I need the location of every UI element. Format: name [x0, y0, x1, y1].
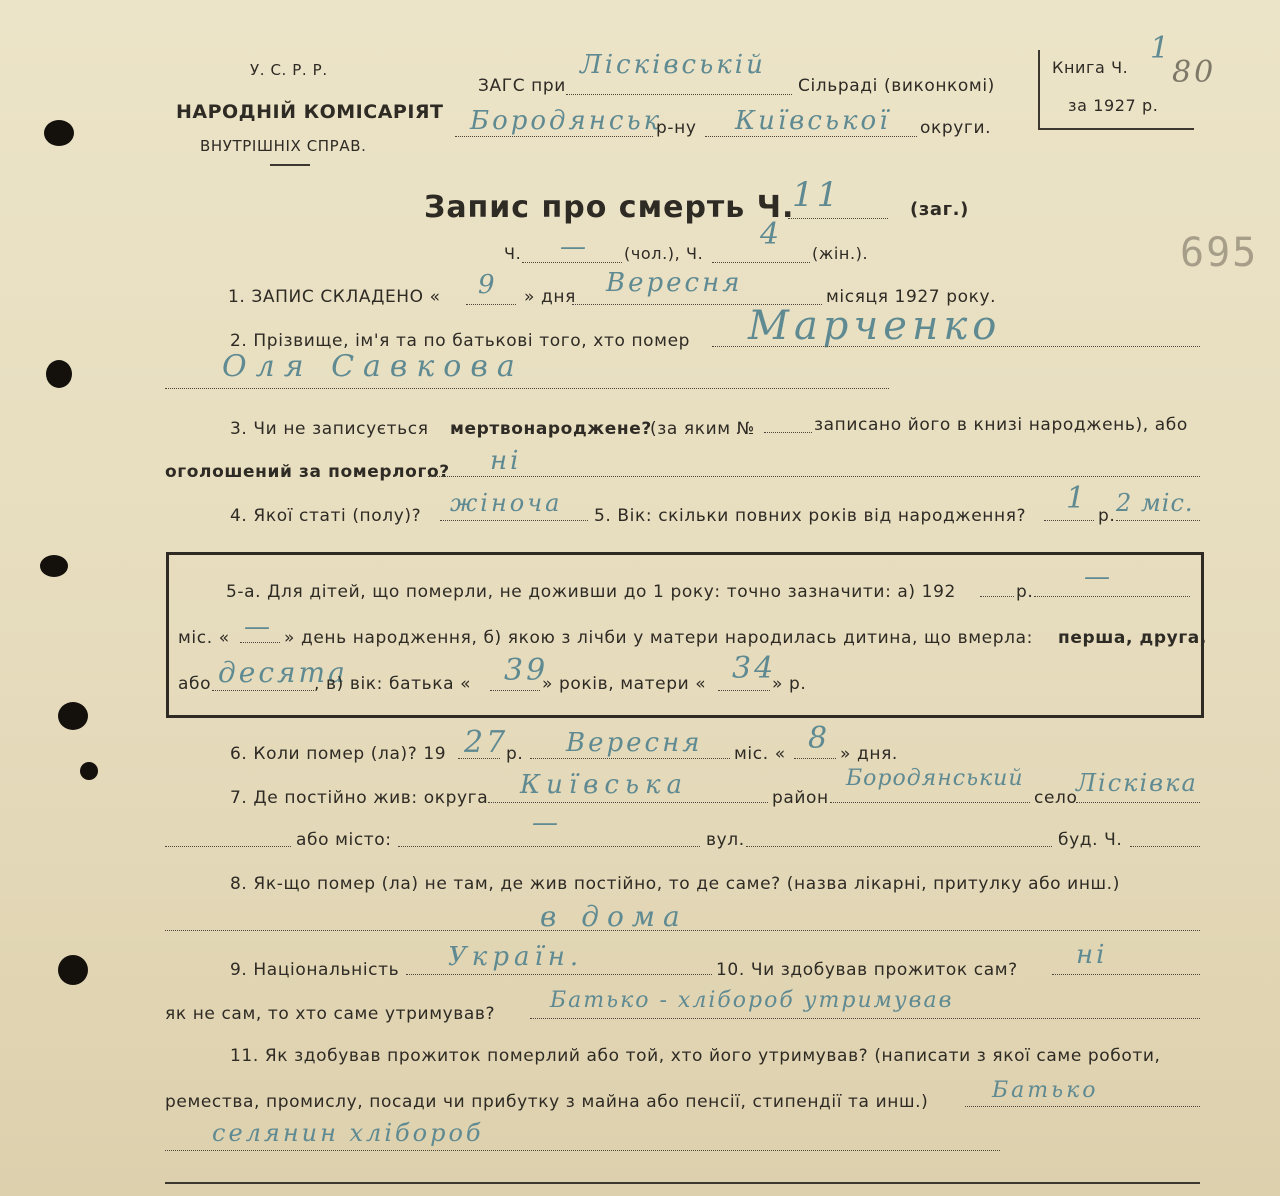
- q7-village: село: [1034, 788, 1078, 808]
- field-line: [712, 262, 810, 263]
- rayon-suffix: р-ну: [656, 118, 697, 138]
- q2-label: 2. Прізвище, ім'я та по батькові того, хто помер: [230, 331, 691, 351]
- q5a-years-end: » р.: [772, 674, 807, 694]
- q7-label: 7. Де постійно жив: округа: [230, 788, 489, 808]
- commissariat-title: НАРОДНІЙ КОМІСАРІЯТ: [176, 101, 444, 123]
- okruha-suffix: округи.: [920, 118, 992, 138]
- book-box-left: [1038, 50, 1040, 130]
- department-title: ВНУТРІШНІХ СПРАВ.: [200, 137, 367, 155]
- village-lived-handwritten: Лісківка: [1076, 769, 1198, 797]
- q10-label: 10. Чи здобував прожиток сам?: [716, 960, 1018, 980]
- header-rule: [270, 164, 310, 166]
- death-month-handwritten: Вересня: [566, 728, 703, 758]
- field-line: [1044, 520, 1094, 521]
- field-line: [455, 136, 653, 137]
- zags-prefix: ЗАГС при: [478, 76, 566, 96]
- field-line: [488, 802, 768, 803]
- field-line: [398, 846, 700, 847]
- book-number-handwritten: 1: [1150, 31, 1173, 66]
- given-names-handwritten: Оля Савкова: [222, 349, 524, 384]
- day-recorded-handwritten: 9: [478, 270, 498, 300]
- book-number-alt-handwritten: 80: [1172, 55, 1217, 90]
- declared-dead-handwritten: ні: [490, 446, 522, 476]
- field-line: [165, 930, 1200, 931]
- field-line: [530, 1018, 1200, 1019]
- record-title-suffix: (заг.): [910, 199, 969, 220]
- rayon-lived-handwritten: Бородянський: [846, 766, 1024, 791]
- q5-years-unit: р.: [1098, 506, 1116, 526]
- q5a-line2: » день народження, б) якою з лічби у матери народилась дитина, що вмерла:: [284, 628, 1033, 648]
- punch-hole: [40, 555, 68, 577]
- q11-label: 11. Як здобував прожиток померлий або той, хто його утримував? (написати з якої саме роботи,: [230, 1046, 1161, 1066]
- field-line: [522, 262, 622, 263]
- month-recorded-handwritten: Вересня: [606, 268, 743, 298]
- okruha-handwritten: Київської: [735, 106, 891, 136]
- field-line: [788, 218, 888, 219]
- field-line: [1052, 974, 1200, 975]
- punch-hole: [80, 762, 98, 780]
- q7-rayon: район: [772, 788, 829, 808]
- field-line: [1116, 520, 1200, 521]
- field-line: [530, 758, 730, 759]
- record-number-handwritten: 11: [792, 175, 842, 215]
- field-line: [965, 1106, 1200, 1107]
- state-abbrev: У. С. Р. Р.: [250, 61, 328, 79]
- q5a-year-unit: р.: [1016, 582, 1034, 602]
- field-line: [428, 476, 1200, 477]
- punch-hole: [46, 360, 72, 388]
- q3-label: 3. Чи не записується: [230, 419, 429, 439]
- field-line: [980, 596, 1014, 597]
- field-line: [1034, 596, 1190, 597]
- city-dash-handwritten: —: [532, 808, 561, 838]
- q6-month: міс. «: [734, 744, 786, 764]
- field-line: [212, 690, 314, 691]
- q1-month-year: місяця 1927 року.: [826, 287, 997, 307]
- field-line: [566, 94, 792, 95]
- q8-label: 8. Як-що помер (ла) не там, де жив постійно, то де саме? (назва лікарні, притулку або инш.): [230, 874, 1120, 894]
- death-day-handwritten: 8: [808, 721, 831, 756]
- book-label: Книга Ч.: [1052, 58, 1129, 77]
- record-title: Запис про смерть Ч.: [424, 190, 795, 225]
- q6-year-unit: р.: [506, 744, 524, 764]
- q6-day: » дня.: [840, 744, 898, 764]
- mother-age-handwritten: 34: [732, 651, 777, 686]
- q11-label-cont: ремества, промислу, посади чи прибутку з майна або пенсії, стипендії та инш.): [165, 1092, 929, 1112]
- bottom-rule: [165, 1182, 1200, 1184]
- nationality-handwritten: Україн.: [448, 942, 584, 972]
- q7-street: вул.: [706, 830, 745, 850]
- punch-hole: [58, 702, 88, 730]
- occupation-handwritten-b: селянин хлібороб: [212, 1119, 484, 1147]
- birth-month-dash-handwritten: —: [244, 612, 273, 642]
- field-line: [712, 346, 1200, 347]
- book-box-bottom: [1040, 128, 1194, 130]
- q1-label: 1. ЗАПИС СКЛАДЕНО «: [228, 287, 441, 307]
- surname-handwritten: Марченко: [748, 303, 1002, 349]
- occupation-handwritten-a: Батько: [992, 1078, 1099, 1103]
- okruha-lived-handwritten: Київська: [520, 770, 689, 800]
- father-age-handwritten: 39: [504, 653, 549, 688]
- page-stamp: 695: [1180, 230, 1259, 276]
- age-years-handwritten: 1: [1066, 481, 1089, 516]
- field-line: [165, 846, 291, 847]
- field-line: [165, 388, 889, 389]
- field-line: [705, 136, 917, 137]
- field-line: [240, 642, 280, 643]
- male-prefix: Ч.: [504, 244, 522, 263]
- rayon-handwritten: Бородянськ: [470, 106, 663, 136]
- q5a-or: або: [178, 674, 212, 694]
- field-line: [1130, 846, 1200, 847]
- self-supported-handwritten: ні: [1076, 940, 1108, 970]
- zags-suffix: Сільраді (виконкомі): [798, 76, 995, 96]
- field-line: [718, 690, 770, 691]
- field-line: [406, 974, 712, 975]
- punch-hole: [58, 955, 88, 985]
- q5a-father-age: , в) вік: батька «: [314, 674, 472, 694]
- q10-supporter: як не сам, то хто саме утримував?: [165, 1004, 496, 1024]
- field-line: [466, 304, 516, 305]
- q7-city: або місто:: [296, 830, 392, 850]
- age-months-handwritten: 2 міс.: [1116, 489, 1194, 517]
- female-count-handwritten: 4: [760, 217, 783, 252]
- field-line: [764, 432, 812, 433]
- q3-registry: записано його в книзі народжень), або: [814, 415, 1188, 435]
- field-line: [746, 846, 1052, 847]
- female-suffix: (жін.).: [812, 244, 869, 263]
- field-line: [458, 758, 500, 759]
- death-year-handwritten: 27: [464, 725, 509, 760]
- village-council-handwritten: Лісківській: [580, 50, 766, 80]
- place-of-death-handwritten: в дома: [540, 900, 688, 933]
- q5a-first-second: перша, друга,: [1058, 628, 1207, 648]
- punch-hole: [44, 120, 74, 146]
- q5a-mother-age: » років, матери «: [542, 674, 707, 694]
- field-line: [440, 520, 588, 521]
- q5-label: 5. Вік: скільки повних років від народження?: [594, 506, 1027, 526]
- q9-label: 9. Національність: [230, 960, 400, 980]
- supporter-handwritten: Батько - хлібороб утримував: [550, 988, 954, 1013]
- male-count-handwritten: —: [560, 232, 589, 262]
- q7-house: буд. Ч.: [1058, 830, 1123, 850]
- field-line: [1076, 802, 1200, 803]
- q3-declared-dead: оголошений за померлого?: [165, 462, 450, 482]
- field-line: [165, 1150, 1000, 1151]
- q5a-line1: 5-а. Для дітей, що померли, не доживши до 1 року: точно зазначити: а) 192: [226, 582, 956, 602]
- q4-label: 4. Якої статі (полу)?: [230, 506, 422, 526]
- sex-handwritten: жіноча: [450, 489, 563, 517]
- birth-year-dash-handwritten: —: [1084, 562, 1113, 592]
- male-suffix: (чол.), Ч.: [624, 244, 704, 263]
- q5a-month: міс. «: [178, 628, 230, 648]
- field-line: [794, 758, 836, 759]
- birth-order-handwritten: десята: [218, 656, 348, 689]
- field-line: [490, 690, 540, 691]
- book-year: за 1927 р.: [1068, 96, 1159, 115]
- q3-number: (за яким №: [650, 419, 755, 439]
- q3-stillborn: мертвонароджене?: [450, 419, 652, 439]
- q6-label: 6. Коли помер (ла)? 19: [230, 744, 447, 764]
- q1-day: » дня: [524, 287, 576, 307]
- field-line: [830, 802, 1030, 803]
